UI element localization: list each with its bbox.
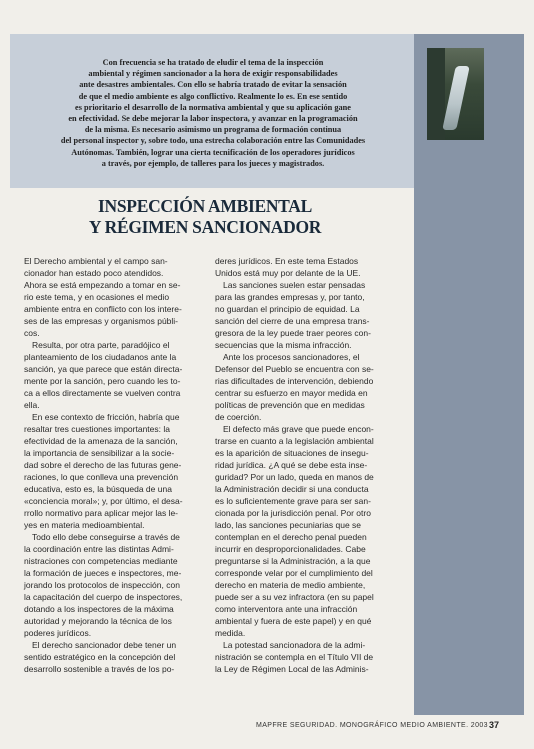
title-line-2: Y RÉGIMEN SANCIONADOR [88, 217, 322, 237]
photo-waterfall [442, 66, 470, 130]
paragraph: La potestad sancionadora de la admi- nistración se contempla en el Título VII de la Ley de Régimen Local de las Adminis- [215, 640, 374, 674]
waterfall-photo [427, 48, 484, 140]
article-title [30, 196, 380, 238]
paragraph: deres jurídicos. En este tema Estados Unidos está muy por delante de la UE. [215, 256, 361, 278]
right-column [215, 255, 391, 675]
intro-paragraph: Con frecuencia se ha tratado de eludir el tema de la inspección ambiental y régimen sancionador a la hora de exigir responsabilidades ante desastres ambientales. Con ello se habría tratado de evitar la sensación de que el medio ambiente es algo conflictivo. Realmente lo es. En ese sentido es prioritario el desarrollo de la normativa ambiental y que su aplicación gane en efectividad. Se debe mejorar la labor inspectora, y avanzar en la programación de la misma. Es necesario asimismo un programa de formación continua del personal inspector y, sobre todo, una estrecha colaboración entre las Comunidades Autónomas. También, lograr una cierta tecnificación de los operadores jurídicos a través, por ejemplo, de talleres para los jueces y magistrados. [60, 58, 366, 168]
paragraph: Resulta, por otra parte, paradójico el planteamiento de los ciudadanos ante la sanción, ya que parece que están directa- mente por la sanción, pero cuando les to- ca a ellos directamente se vuelven contra ella. [24, 340, 183, 410]
left-column [24, 255, 198, 675]
paragraph: Ante los procesos sancionadores, el Defensor del Pueblo se encuentra con se- rias dificultades de intervención, debiendo centrar su esfuerzo en mayor medida en políticas de prevención que en medidas de coerción. [215, 352, 374, 422]
title-line-1: INSPECCIÓN AMBIENTAL [98, 196, 312, 216]
paragraph: El Derecho ambiental y el campo san- cionador han estado poco atendidos. Ahora se está empezando a tomar en se- rio este tema, y en ocasiones el medio ambiente entra en conflicto con los intere- ses de las empresas y organismos públi- cos. [24, 256, 182, 338]
paragraph: Todo ello debe conseguirse a través de la coordinación entre las distintas Admi- nistraciones con competencias mediante la formación de jueces e inspectores, me- jorando los protocolos de inspección, con la capacitación del cuerpo de inspectores, dotando a los inspectores de la máxima autoridad y mejorando la técnica de los poderes jurídicos. [24, 532, 183, 638]
page-number: 37 [489, 720, 500, 730]
paragraph: El defecto más grave que puede encon- trarse en cuanto a la legislación ambiental es la aparición de situaciones de insegu- ridad jurídica. ¿A qué se debe esta inse- guridad? Por un lado, queda en manos de la Administración decidir si una conducta es lo suficientemente grave para ser san- cionada por la jurisdicción penal. Por otro lado, las sanciones pecuniarias que se contemplan en el derecho penal pueden incurrir en desproporcionalidades. Cabe preguntarse si la Administración, a la que corresponde velar por el cumplimiento del derecho en materia de medio ambiente, puede ser a su vez infractora (en su papel como interventora ante una infracción ambiental y fuera de este papel) y en qué medida. [215, 424, 374, 638]
paragraph: El derecho sancionador debe tener un sentido estratégico en la concepción del desarrollo sostenible a través de los po- [24, 640, 177, 674]
paragraph: En ese contexto de fricción, habría que resaltar tres cuestiones importantes: la efectividad de la amenaza de la sanción, la importancia de sensibilizar a la socie- dad sobre el derecho de las futuras gene- raciones, lo que conlleva una prevención educativa, esto es, la búsqueda de una «conciencia moral»; y, por último, el desa- rrollo normativo para aplicar mejor las le- yes en materia medioambiental. [24, 412, 183, 530]
paragraph: Las sanciones suelen estar pensadas para las grandes empresas y, por tanto, no guardan el principio de equidad. La sanción del cierre de una empresa trans- gresora de la ley puede traer peores con- secuencias que la misma infracción. [215, 280, 371, 350]
page-footer: MAPFRE SEGURIDAD. MONOGRÁFICO MEDIO AMBIENTE. 2003 [256, 722, 488, 729]
